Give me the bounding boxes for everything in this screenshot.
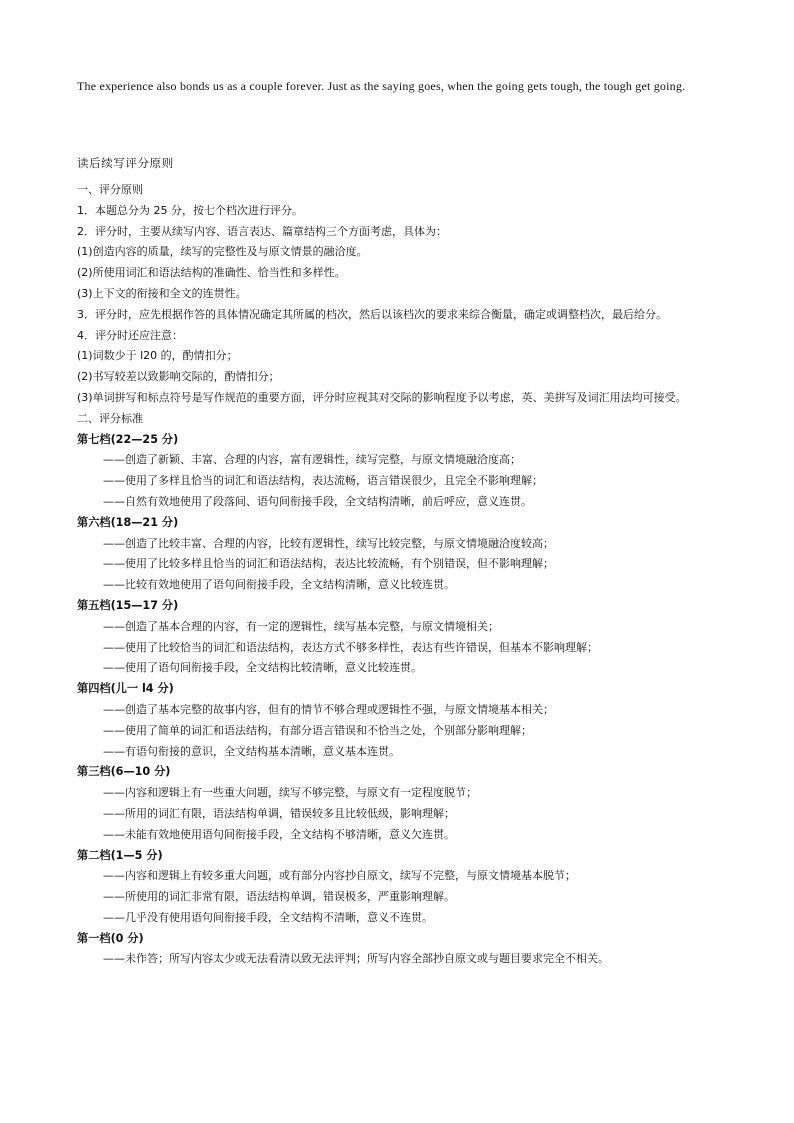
band-criterion: ——创造了基本完整的故事内容，但有的情节不够合理或逻辑性不强，与原文情境基本相关； [103,702,554,716]
band-criterion: ——使用了简单的词汇和语法结构，有部分语言错误和不恰当之处，个别部分影响理解； [103,723,532,737]
band-criterion: ——几乎没有使用语句间衔接手段，全文结构不清晰，意义不连贯。 [103,910,433,924]
principle-item: 1．本题总分为 25 分，按七个档次进行评分。 [77,203,303,217]
principle-item: (1)词数少于 l20 的，酌情扣分； [77,349,238,363]
band-title: 第四档(儿一 l4 分) [77,682,174,696]
band-criterion: ——使用了比较恰当的词汇和语法结构，表达方式不够多样性，表达有些许错误，但基本不影响理解； [103,640,598,654]
band-title: 第六档(18—21 分) [77,515,179,529]
band-title: 第七档(22—25 分) [77,432,179,446]
band-criterion: ——内容和逻辑上有一些重大问题，续写不够完整，与原文有一定程度脱节； [103,786,477,800]
band-criterion: ——有语句衔接的意识，全文结构基本清晰，意义基本连贯。 [103,744,400,758]
band-criterion: ——使用了语句间衔接手段，全文结构比较清晰，意义比较连贯。 [103,661,422,675]
band-criterion: ——使用了比较多样且恰当的词汇和语法结构，表达比较流畅，有个别错误，但不影响理解； [103,557,554,571]
section-heading-principles: 一、评分原则 [77,183,143,196]
band-criterion: ——创造了比较丰富、合理的内容，比较有逻辑性，续写比较完整，与原文情境融洽度较高； [103,536,554,550]
band-criterion: ——内容和逻辑上有较多重大问题，或有部分内容抄自原文，续写不完整，与原文情境基本脱节； [103,869,576,883]
principle-item: (1)创造内容的质量，续写的完整性及与原文情景的融洽度。 [77,245,368,259]
principle-item: 2．评分时，主要从续写内容、语言表达、篇章结构三个方面考虑，具体为： [77,224,447,238]
band-criterion: ——自然有效地使用了段落间、语句间衔接手段，全文结构清晰，前后呼应，意义连贯。 [103,494,532,508]
band-title: 第二档(1—5 分) [77,848,163,862]
band-criterion: ——所用的词汇有限，语法结构单调，错误较多且比较低级，影响理解； [103,806,455,820]
band-criterion: ——创造了新颖、丰富、合理的内容，富有逻辑性，续写完整，与原文情境融洽度高； [103,453,521,467]
intro-paragraph [77,76,727,97]
principle-item: 4．评分时还应注意： [77,328,183,342]
band-criterion: ——未能有效地使用语句间衔接手段，全文结构不够清晰，意义欠连贯。 [103,827,455,841]
band-title: 第一档(0 分) [77,931,144,945]
band-criterion: ——使用了多样且恰当的词汇和语法结构，表达流畅，语言错误很少，且完全不影响理解； [103,474,543,488]
document-body [77,180,717,970]
principle-item: 3．评分时，应先根据作答的具体情况确定其所属的档次，然后以该档次的要求来综合衡量，确定或调整档次，最后给分。 [77,307,667,321]
principle-item: (3)上下文的衔接和全文的连贯性。 [77,286,247,300]
band-criterion: ——比较有效地使用了语句间衔接手段，全文结构清晰，意义比较连贯。 [103,578,455,592]
section-heading-standards: 二、评分标准 [77,411,143,425]
band-criterion: ——所使用的词汇非常有限，语法结构单调，错误极多，严重影响理解。 [103,890,455,904]
band-title: 第三档(6—10 分) [77,765,171,779]
band-criterion: ——创造了基本合理的内容，有一定的逻辑性，续写基本完整，与原文情境相关； [103,619,499,633]
principle-item: (2)所使用词汇和语法结构的准确性、恰当性和多样性。 [77,266,346,280]
page-title: 读后续写评分原则 [77,156,174,170]
band-criterion: ——未作答；所写内容太少或无法看清以致无法评判；所写内容全部抄自原文或与题目要求完全不相关。 [103,952,609,966]
intro-text: The experience also bonds us as a couple forever. Just as the saying goes, when the going gets tough, the tough get going. [77,79,686,93]
principle-item: (2)书写较差以致影响交际的，酌情扣分； [77,370,280,384]
principle-item: (3)单词拼写和标点符号是写作规范的重要方面，评分时应视其对交际的影响程度予以考虑，英、美拼写及词汇用法均可接受。 [77,390,687,404]
band-title: 第五档(15—17 分) [77,598,179,612]
